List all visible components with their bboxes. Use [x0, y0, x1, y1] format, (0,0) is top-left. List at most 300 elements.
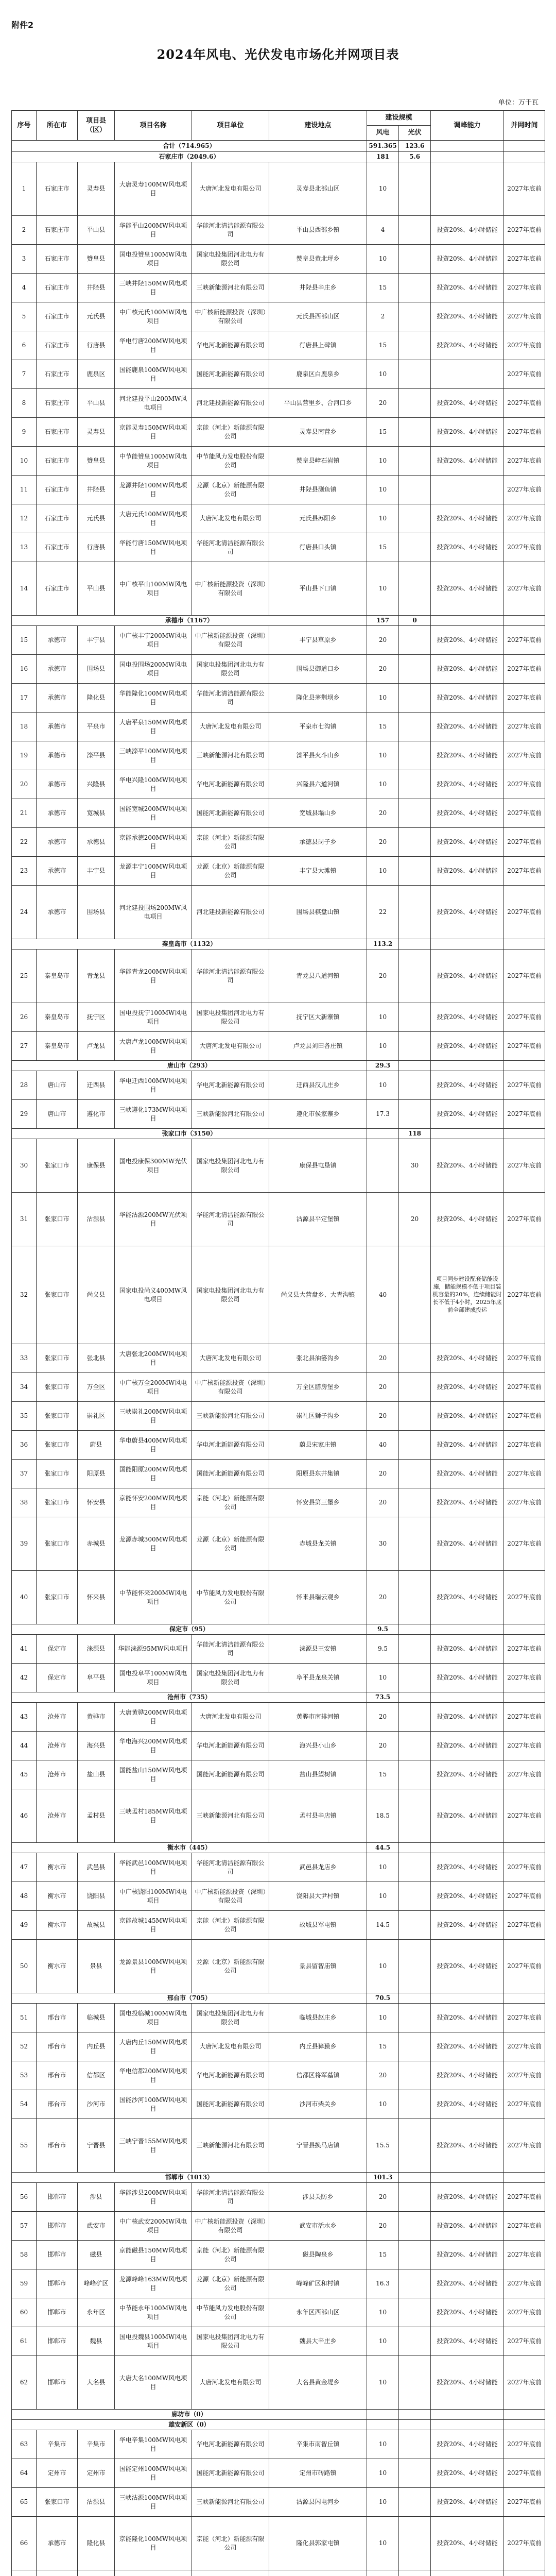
table-row — [12, 2356, 545, 2410]
row-year: 2027年底前 — [504, 684, 545, 713]
row-location: 沙河市柴关乡 — [269, 2090, 367, 2119]
subtotal-storage — [431, 1129, 504, 1139]
row-year: 2027年底前 — [504, 389, 545, 418]
table-row — [12, 1760, 545, 1789]
row-seq: 23 — [12, 857, 37, 886]
row-solar — [399, 2488, 431, 2517]
row-owner: 龙源（北京）新能源有限公司 — [192, 2269, 269, 2298]
row-storage: 投资20%、4小时储能 — [431, 1940, 504, 1993]
table-row — [12, 2517, 545, 2570]
table-row — [12, 2061, 545, 2090]
row-solar: 20 — [399, 1193, 431, 1246]
subtotal-label: 秦皇岛市（1132） — [12, 939, 367, 950]
row-owner: 国家电投集团河北电力有限公司 — [192, 2327, 269, 2356]
row-owner: 大唐河北发电有限公司 — [192, 1032, 269, 1061]
row-solar — [399, 950, 431, 1003]
row-wind: 20 — [367, 2212, 399, 2241]
header-city: 所在市 — [37, 111, 78, 141]
row-year: 2027年底前 — [504, 1100, 545, 1129]
row-storage: 投资20%、4小时储能 — [431, 2517, 504, 2570]
row-county: 阜平县 — [78, 1664, 115, 1692]
table-row — [12, 684, 545, 713]
subtotal-row — [12, 1624, 545, 1635]
row-solar — [399, 302, 431, 331]
row-city: 邢台市 — [37, 2032, 78, 2061]
row-city: 辛集市 — [37, 2430, 78, 2459]
row-location: 沽源县平定堡镇 — [269, 1193, 367, 1246]
row-county: 磁县 — [78, 2241, 115, 2269]
row-city: 邢台市 — [37, 2119, 78, 2173]
row-solar — [399, 1431, 431, 1460]
row-seq: 14 — [12, 562, 37, 616]
row-location: 抚宁区大新寨镇 — [269, 1003, 367, 1032]
row-seq: 32 — [12, 1246, 37, 1344]
row-wind: 10 — [367, 504, 399, 533]
row-location: 盐山县望树镇 — [269, 1760, 367, 1789]
row-wind: 15 — [367, 2032, 399, 2061]
subtotal-row — [12, 616, 545, 626]
subtotal-label: 保定市（95） — [12, 1624, 367, 1635]
row-wind — [367, 2570, 399, 2576]
row-location: 饶阳县大尹村镇 — [269, 1882, 367, 1911]
subtotal-wind: 181 — [367, 152, 399, 162]
table-row — [12, 1789, 545, 1843]
row-owner: 国能河北新能源有限公司 — [192, 799, 269, 828]
row-seq: 35 — [12, 1402, 37, 1431]
row-owner: 中广核新能源投资（深圳）有限公司 — [192, 2212, 269, 2241]
row-county: 鹿泉区 — [78, 360, 115, 389]
row-county: 景县 — [78, 1940, 115, 1993]
row-storage — [431, 162, 504, 216]
subtotal-row — [12, 2410, 545, 2420]
row-county: 张北县 — [78, 1344, 115, 1373]
row-location: 涉县关防乡 — [269, 2183, 367, 2212]
row-year: 2027年底前 — [504, 1246, 545, 1344]
row-city: 张家口市 — [37, 1431, 78, 1460]
subtotal-storage — [431, 2420, 504, 2430]
row-solar — [399, 655, 431, 684]
row-wind: 10 — [367, 476, 399, 504]
row-seq: 10 — [12, 447, 37, 476]
row-seq: 18 — [12, 713, 37, 741]
row-county: 蔚县 — [78, 1431, 115, 1460]
row-location: 康保县屯垦镇 — [269, 1139, 367, 1193]
row-year: 2027年底前 — [504, 886, 545, 939]
row-solar — [399, 857, 431, 886]
row-project-name: 国电投围场200MW风电项目 — [115, 655, 192, 684]
row-wind: 10 — [367, 360, 399, 389]
row-county: 宽城县 — [78, 799, 115, 828]
row-year: 2027年底前 — [504, 1193, 545, 1246]
row-year — [504, 2570, 545, 2576]
table-row — [12, 2004, 545, 2032]
row-project-name: 华电迁西100MW风电项目 — [115, 1071, 192, 1100]
row-project-name: 中节能怀来200MW风电项目 — [115, 1571, 192, 1624]
subtotal-solar — [399, 1061, 431, 1071]
row-project-name: 中节能赞皇100MW风电项目 — [115, 447, 192, 476]
row-project-name: 华电兴隆100MW风电项目 — [115, 770, 192, 799]
row-owner: 华电河北新能源有限公司 — [192, 2430, 269, 2459]
row-owner: 华能河北清洁能源有限公司 — [192, 1635, 269, 1664]
subtotal-row — [12, 1692, 545, 1703]
header-county: 项目县（区） — [78, 111, 115, 141]
row-solar — [399, 360, 431, 389]
row-storage: 投资20%、4小时储能 — [431, 302, 504, 331]
row-project-name: 国电投赞皇100MW风电项目 — [115, 245, 192, 274]
row-solar — [399, 245, 431, 274]
row-storage: 投资20%、4小时储能 — [431, 1402, 504, 1431]
subtotal-storage — [431, 152, 504, 162]
row-county: 涉县 — [78, 2183, 115, 2212]
row-owner: 国能河北新能源有限公司 — [192, 2090, 269, 2119]
row-wind: 9.5 — [367, 1635, 399, 1664]
row-owner: 华能河北清洁能源有限公司 — [192, 950, 269, 1003]
header-storage: 调峰能力 — [431, 111, 504, 141]
row-wind: 20 — [367, 828, 399, 857]
row-location: 滦平县火斗山乡 — [269, 741, 367, 770]
row-owner: 大唐河北发电有限公司 — [192, 504, 269, 533]
row-solar — [399, 2327, 431, 2356]
subtotal-year — [504, 1692, 545, 1703]
row-project-name: 中节能永年100MW风电项目 — [115, 2298, 192, 2327]
row-seq: 37 — [12, 1460, 37, 1488]
row-seq: 4 — [12, 274, 37, 302]
row-solar — [399, 562, 431, 616]
row-owner: 大唐河北发电有限公司 — [192, 2356, 269, 2410]
table-row — [12, 2032, 545, 2061]
subtotal-storage — [431, 939, 504, 950]
row-location: 武安市活水乡 — [269, 2212, 367, 2241]
row-seq: 30 — [12, 1139, 37, 1193]
row-wind: 20 — [367, 1732, 399, 1760]
row-year: 2027年底前 — [504, 2119, 545, 2173]
row-seq: 39 — [12, 1517, 37, 1571]
row-owner: 京能（河北）新能源有限公司 — [192, 1488, 269, 1517]
row-owner: 华电河北新能源有限公司 — [192, 770, 269, 799]
row-county: 武安市 — [78, 2212, 115, 2241]
row-project-name: 龙源丰宁100MW风电项目 — [115, 857, 192, 886]
row-solar — [399, 1032, 431, 1061]
row-wind: 20 — [367, 1344, 399, 1373]
row-seq: 19 — [12, 741, 37, 770]
row-city: 保定市 — [37, 1664, 78, 1692]
row-seq: 15 — [12, 626, 37, 655]
row-city: 邯郸市 — [37, 2298, 78, 2327]
row-wind — [367, 1193, 399, 1246]
row-seq: 48 — [12, 1882, 37, 1911]
row-seq: 9 — [12, 418, 37, 447]
row-seq: 50 — [12, 1940, 37, 1993]
row-year: 2027年底前 — [504, 2241, 545, 2269]
row-year: 2027年底前 — [504, 245, 545, 274]
row-county: 平山县 — [78, 562, 115, 616]
row-wind: 20 — [367, 799, 399, 828]
row-wind — [367, 1139, 399, 1193]
row-project-name: 华电海兴200MW风电项目 — [115, 1732, 192, 1760]
row-storage: 投资20%、4小时储能 — [431, 950, 504, 1003]
header-seq: 序号 — [12, 111, 37, 141]
row-location: 迁西县汉儿庄乡 — [269, 1071, 367, 1100]
row-solar — [399, 684, 431, 713]
table-row — [12, 562, 545, 616]
table-row — [12, 331, 545, 360]
row-solar — [399, 713, 431, 741]
row-county: 康保县 — [78, 1139, 115, 1193]
row-county — [78, 2570, 115, 2576]
row-owner: 三峡新能源河北有限公司 — [192, 274, 269, 302]
subtotal-year — [504, 1061, 545, 1071]
row-year: 2027年底前 — [504, 2517, 545, 2570]
row-city: 沧州市 — [37, 1703, 78, 1732]
table-row — [12, 2570, 545, 2576]
table-row — [12, 216, 545, 245]
subtotal-storage — [431, 2173, 504, 2183]
subtotal-row — [12, 2420, 545, 2430]
row-solar — [399, 1100, 431, 1129]
subtotal-solar: 0 — [399, 616, 431, 626]
row-solar — [399, 1760, 431, 1789]
row-city: 秦皇岛市 — [37, 950, 78, 1003]
row-location: 平山县下口镇 — [269, 562, 367, 616]
row-county: 盐山县 — [78, 1760, 115, 1789]
row-owner: 国能河北新能源有限公司 — [192, 2459, 269, 2488]
row-location: 赤城县龙关镇 — [269, 1517, 367, 1571]
row-project-name: 华能青龙200MW风电项目 — [115, 950, 192, 1003]
row-seq: 21 — [12, 799, 37, 828]
row-wind: 15.5 — [367, 2119, 399, 2173]
row-project-name: 国能宽城200MW风电项目 — [115, 799, 192, 828]
row-location: 孟村县辛店镇 — [269, 1789, 367, 1843]
table-row — [12, 1853, 545, 1882]
row-location: 阳原县东井集镇 — [269, 1460, 367, 1488]
row-owner: 河北建投新能源有限公司 — [192, 389, 269, 418]
row-city: 张家口市 — [37, 1402, 78, 1431]
row-storage: 投资20%、4小时储能 — [431, 2004, 504, 2032]
row-city: 沧州市 — [37, 1760, 78, 1789]
row-project-name: 华能武邑100MW风电项目 — [115, 1853, 192, 1882]
row-owner: 华电河北新能源有限公司 — [192, 2061, 269, 2090]
row-seq: 33 — [12, 1344, 37, 1373]
table-row — [12, 2459, 545, 2488]
row-storage: 投资20%、4小时储能 — [431, 799, 504, 828]
row-city: 石家庄市 — [37, 389, 78, 418]
row-storage: 投资20%、4小时储能 — [431, 2488, 504, 2517]
row-city: 衡水市 — [37, 1882, 78, 1911]
row-wind: 10 — [367, 2298, 399, 2327]
subtotal-year — [504, 152, 545, 162]
subtotal-row — [12, 1993, 545, 2004]
row-wind: 20 — [367, 655, 399, 684]
row-solar — [399, 1882, 431, 1911]
row-year: 2027年底前 — [504, 447, 545, 476]
row-owner: 京能（河北）新能源有限公司 — [192, 418, 269, 447]
row-location: 景县留智庙镇 — [269, 1940, 367, 1993]
row-owner: 国家电投集团河北电力有限公司 — [192, 2004, 269, 2032]
total-wind: 591.365 — [367, 141, 399, 152]
row-solar — [399, 418, 431, 447]
row-location: 青龙县八道河镇 — [269, 950, 367, 1003]
total-row — [12, 141, 545, 152]
row-year: 2027年底前 — [504, 1373, 545, 1402]
subtotal-row — [12, 1843, 545, 1853]
row-project-name: 中广核元氏100MW风电项目 — [115, 302, 192, 331]
row-county: 元氏县 — [78, 504, 115, 533]
row-wind: 10 — [367, 770, 399, 799]
table-row — [12, 2430, 545, 2459]
row-solar — [399, 1402, 431, 1431]
row-county: 井陉县 — [78, 476, 115, 504]
subtotal-row — [12, 1061, 545, 1071]
row-solar — [399, 2090, 431, 2119]
row-solar — [399, 1940, 431, 1993]
row-county: 遵化市 — [78, 1100, 115, 1129]
row-year: 2027年底前 — [504, 162, 545, 216]
row-solar — [399, 2570, 431, 2576]
row-storage: 投资20%、4小时储能 — [431, 2327, 504, 2356]
row-county: 迁西县 — [78, 1071, 115, 1100]
row-city: 张家口市 — [37, 1571, 78, 1624]
row-city: 定州市 — [37, 2459, 78, 2488]
subtotal-year — [504, 1993, 545, 2004]
row-wind: 22 — [367, 886, 399, 939]
row-city: 石家庄市 — [37, 245, 78, 274]
table-row — [12, 1703, 545, 1732]
table-row — [12, 1071, 545, 1100]
subtotal-wind: 157 — [367, 616, 399, 626]
row-location: 魏县大辛庄乡 — [269, 2327, 367, 2356]
row-solar — [399, 2119, 431, 2173]
table-row — [12, 828, 545, 857]
row-year: 2027年底前 — [504, 713, 545, 741]
row-year: 2027年底前 — [504, 1402, 545, 1431]
header-owner: 项目单位 — [192, 111, 269, 141]
row-solar — [399, 1460, 431, 1488]
row-location: 隆化县茅荆坝乡 — [269, 684, 367, 713]
row-seq: 12 — [12, 504, 37, 533]
row-wind: 14.5 — [367, 1911, 399, 1940]
row-solar — [399, 2183, 431, 2212]
row-wind: 15 — [367, 1760, 399, 1789]
row-seq: 46 — [12, 1789, 37, 1843]
subtotal-wind: 9.5 — [367, 1624, 399, 1635]
row-solar — [399, 389, 431, 418]
row-location: 武邑县龙店乡 — [269, 1853, 367, 1882]
row-storage: 投资20%、4小时储能 — [431, 2241, 504, 2269]
row-project-name: 中广核武安200MW风电项目 — [115, 2212, 192, 2241]
row-city: 沧州市 — [37, 1732, 78, 1760]
row-owner: 京能（河北）新能源有限公司 — [192, 828, 269, 857]
row-wind: 20 — [367, 626, 399, 655]
row-project-name: 龙源井陉100MW风电项目 — [115, 476, 192, 504]
row-wind: 40 — [367, 1246, 399, 1344]
row-county: 井陉县 — [78, 274, 115, 302]
row-wind: 20 — [367, 2061, 399, 2090]
row-wind: 10 — [367, 245, 399, 274]
table-row — [12, 162, 545, 216]
row-city: 石家庄市 — [37, 302, 78, 331]
unit-label: 单位：万千瓦 — [498, 99, 538, 107]
row-location: 内丘县獐獏乡 — [269, 2032, 367, 2061]
row-project-name: 华电信都200MW风电项目 — [115, 2061, 192, 2090]
row-solar — [399, 770, 431, 799]
row-wind: 15 — [367, 713, 399, 741]
row-storage: 投资20%、4小时储能 — [431, 1517, 504, 1571]
row-year: 2027年底前 — [504, 504, 545, 533]
row-location: 宽城县塌山乡 — [269, 799, 367, 828]
row-owner: 三峡新能源河北有限公司 — [192, 1789, 269, 1843]
row-storage: 投资20%、4小时储能 — [431, 1732, 504, 1760]
row-project-name: 京能隆化100MW风电项目 — [115, 2517, 192, 2570]
subtotal-solar — [399, 1843, 431, 1853]
row-year: 2027年底前 — [504, 418, 545, 447]
row-year: 2027年底前 — [504, 950, 545, 1003]
project-table — [11, 110, 545, 2576]
row-owner: 大唐河北发电有限公司 — [192, 162, 269, 216]
row-solar — [399, 1571, 431, 1624]
subtotal-wind — [367, 2420, 399, 2430]
row-wind: 10 — [367, 2488, 399, 2517]
row-project-name: 三峡崇礼200MW风电项目 — [115, 1402, 192, 1431]
subtotal-year — [504, 2420, 545, 2430]
row-county: 海兴县 — [78, 1732, 115, 1760]
row-city: 石家庄市 — [37, 162, 78, 216]
row-solar — [399, 2517, 431, 2570]
attachment-label: 附件2 — [11, 20, 34, 30]
row-county: 武邑县 — [78, 1853, 115, 1882]
row-storage: 投资20%、4小时储能 — [431, 655, 504, 684]
row-city: 承德市 — [37, 770, 78, 799]
row-project-name: 华能行唐150MW风电项目 — [115, 533, 192, 562]
row-seq: 8 — [12, 389, 37, 418]
row-storage: 投资20%、4小时储能 — [431, 562, 504, 616]
row-solar — [399, 1517, 431, 1571]
table-row — [12, 2090, 545, 2119]
row-project-name: 大唐卢龙100MW风电项目 — [115, 1032, 192, 1061]
row-city: 承德市 — [37, 828, 78, 857]
row-storage: 投资20%、4小时储能 — [431, 2183, 504, 2212]
row-county: 黄骅市 — [78, 1703, 115, 1732]
row-seq: 27 — [12, 1032, 37, 1061]
row-year: 2027年底前 — [504, 1789, 545, 1843]
row-owner: 龙源（北京）新能源有限公司 — [192, 1940, 269, 1993]
row-county: 怀来县 — [78, 1571, 115, 1624]
row-storage: 投资20%、4小时储能 — [431, 389, 504, 418]
row-project-name: 龙源景县100MW风电项目 — [115, 1940, 192, 1993]
row-storage: 投资20%、4小时储能 — [431, 2212, 504, 2241]
row-county: 元氏县 — [78, 302, 115, 331]
row-location: 平山县西部乡镇 — [269, 216, 367, 245]
row-storage: 投资20%、4小时储能 — [431, 418, 504, 447]
subtotal-row — [12, 1129, 545, 1139]
row-wind: 10 — [367, 2517, 399, 2570]
row-project-name: 华能平山200MW风电项目 — [115, 216, 192, 245]
table-row — [12, 476, 545, 504]
row-location: 尚义县大营盘乡、大青沟镇 — [269, 1246, 367, 1344]
header-scale: 建设规模 — [367, 111, 431, 126]
row-location: 蔚县宋家庄镇 — [269, 1431, 367, 1460]
table-row — [12, 1100, 545, 1129]
row-solar — [399, 274, 431, 302]
row-year: 2027年底前 — [504, 1760, 545, 1789]
row-city: 张家口市 — [37, 1344, 78, 1373]
subtotal-solar — [399, 939, 431, 950]
table-row — [12, 1882, 545, 1911]
row-city: 石家庄市 — [37, 562, 78, 616]
row-location: 崇礼区狮子沟乡 — [269, 1402, 367, 1431]
row-owner: 华能河北清洁能源有限公司 — [192, 2183, 269, 2212]
row-seq: 29 — [12, 1100, 37, 1129]
row-solar — [399, 2004, 431, 2032]
